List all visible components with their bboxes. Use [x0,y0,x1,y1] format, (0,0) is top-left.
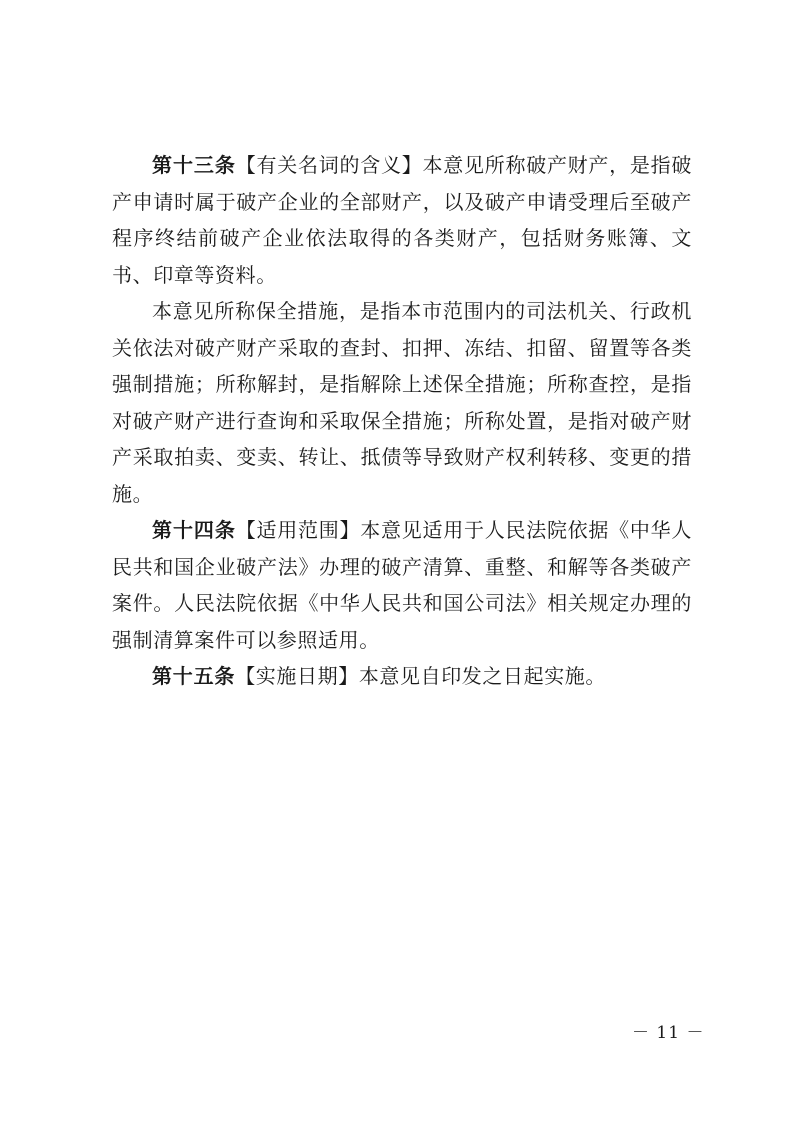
article-heading: 第十四条 [152,518,236,542]
article-heading: 第十五条 [152,664,236,688]
article-heading: 第十三条 [152,153,236,177]
article-title: 【有关名词的含义】 [235,153,423,177]
paragraph-text: 本意见所称保全措施，是指本市范围内的司法机关、行政机关依法对破产财产采取的查封、扣押、冻结、扣留、留置等各类强制措施；所称解封，是指解除上述保全措施；所称查控，是指对破产财产进行查询和采取保全措施；所称处置，是指对破产财产采取拍卖、变卖、转让、抵债等导致财产权利转移、变更的措施。 [112,299,692,506]
paragraph-article-13 [112,147,692,293]
paragraph-article-15 [112,658,692,695]
document-body [112,147,692,695]
article-title: 【适用范围】 [235,518,361,542]
paragraph-text: 本意见适用于人民法院依据《中华人民共和国企业破产法》办理的破产清算、重整、和解等各类破产案件。人民法院依据《中华人民共和国公司法》相关规定办理的强制清算案件可以参照适用。 [112,518,692,652]
page-number: － 11 － [632,1023,705,1043]
paragraph-protective-measures [112,293,692,512]
paragraph-article-14 [112,512,692,658]
paragraph-text: 本意见自印发之日起实施。 [358,664,607,688]
article-title: 【实施日期】 [235,664,359,688]
paragraph-text: 本意见所称破产财产，是指破产申请时属于破产企业的全部财产，以及破产申请受理后至破产程序终结前破产企业依法取得的各类财产，包括财务账簿、文书、印章等资料。 [112,153,693,287]
